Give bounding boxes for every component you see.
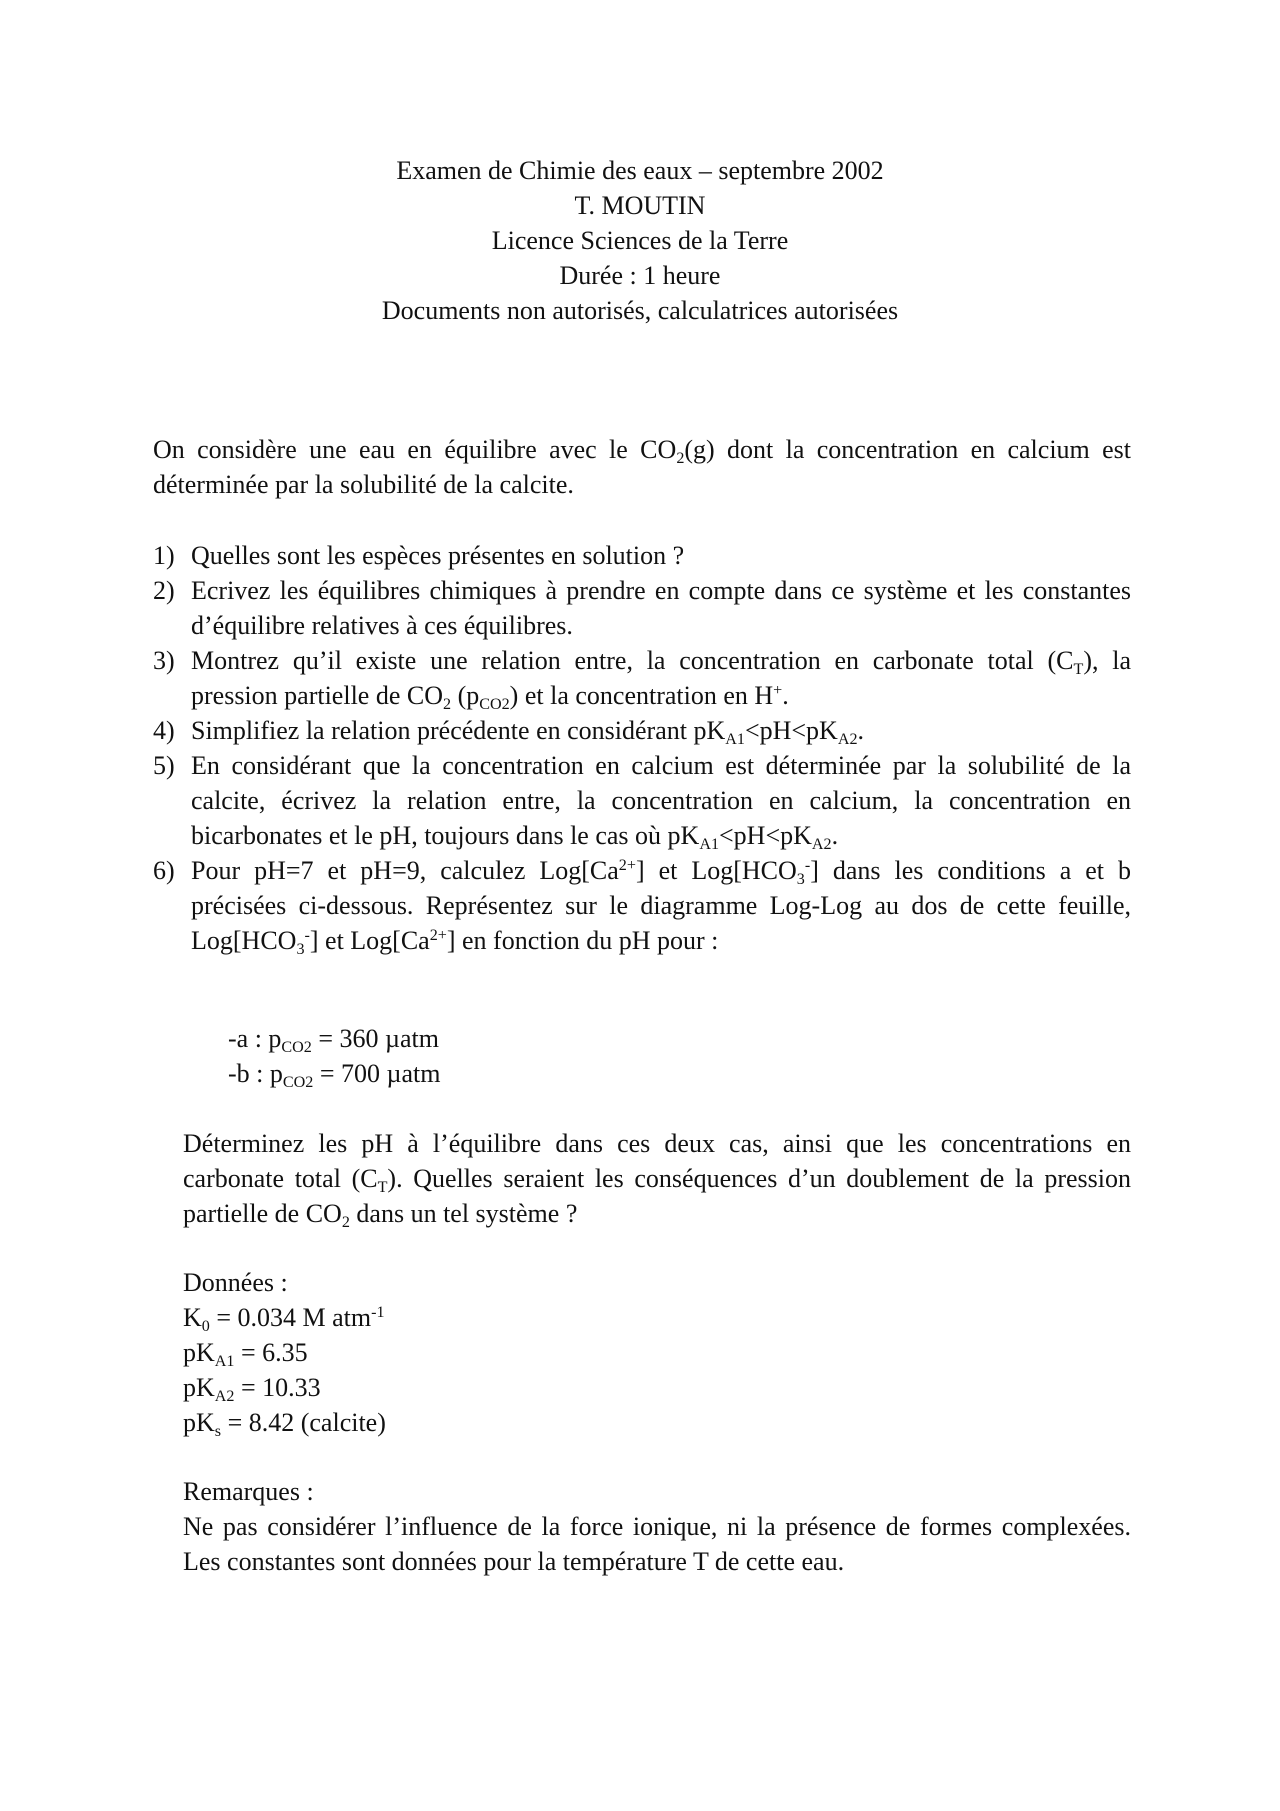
exam-duration: Durée : 1 heure [559, 261, 721, 290]
question-3 [153, 643, 1131, 713]
constant-pks: $pK_s = 8.42$ (calcite) [183, 1408, 386, 1440]
question-text: Pour pH=7 et pH=9, calculez $Log[Ca^{2+}]$ et $Log[HCO_3^-]$ dans les conditions a et b précisées ci-dessous. Représentez sur le diagramme Log-Log au dos de cette feuille, $Log[HCO_3^-]$ et $Log[Ca^{2+}]$ en fonction du pH pour : [191, 856, 1131, 958]
remarks-title: Remarques : [183, 1477, 314, 1506]
question-1 [153, 538, 1131, 573]
conclusion-paragraph: Déterminez les pH à l’équilibre dans ces deux cas, ainsi que les concentrations en carbonate total $(C_T)$. Quelles seraient les conséquences d’un doublement de la pression partielle de $CO_2$ dans un tel système ? [183, 1129, 1131, 1231]
case-a: -a : $p_{CO2} = 360$ µatm [228, 1024, 439, 1056]
question-number: 6) [153, 856, 175, 885]
question-number: 3) [153, 646, 175, 675]
exam-program: Licence Sciences de la Terre [491, 226, 789, 255]
remarks-text: Ne pas considérer l’influence de la force ionique, ni la présence de formes complexées. Les constantes sont données pour la température T de cette eau. [183, 1512, 1131, 1576]
question-2 [153, 573, 1131, 643]
question-text: En considérant que la concentration en calcium est déterminée par la solubilité de la calcite, écrivez la relation entre, la concentration en calcium, la concentration en bicarbonates et le pH, toujours dans le cas où $pK_{A1}<pH<pK_{A2}$. [191, 751, 1131, 853]
exam-author: T. MOUTIN [574, 191, 706, 220]
question-6 [153, 853, 1131, 958]
case-list [228, 1021, 440, 1091]
remarks-section [183, 1474, 1131, 1579]
data-section [183, 1265, 386, 1440]
data-title: Données : [183, 1268, 288, 1297]
constant-pka2: $pK_{A2} = 10.33$ [183, 1373, 321, 1405]
question-5 [153, 748, 1131, 853]
question-number: 4) [153, 716, 175, 745]
question-4 [153, 713, 1131, 748]
question-list [153, 538, 1131, 958]
question-text: Simplifiez la relation précédente en considérant $pK_{A1}<pH<pK_{A2}$. [191, 716, 865, 748]
intro-paragraph: On considère une eau en équilibre avec le $CO_2(g)$ dont la concentration en calcium est déterminée par la solubilité de la calcite. [153, 435, 1132, 499]
constant-pka1: $pK_{A1} = 6.35$ [183, 1338, 308, 1370]
question-number: 2) [153, 576, 175, 605]
exam-header [0, 153, 1280, 328]
question-text: Ecrivez les équilibres chimiques à prendre en compte dans ce système et les constantes d’équilibre relatives à ces équilibres. [191, 576, 1131, 640]
constant-k0: $K_0 = 0.034$ M atm$^{-1}$ [183, 1303, 385, 1335]
question-number: 1) [153, 541, 175, 570]
question-text: Quelles sont les espèces présentes en solution ? [191, 541, 685, 570]
question-number: 5) [153, 751, 175, 780]
exam-rules: Documents non autorisés, calculatrices autorisées [381, 296, 899, 325]
exam-title: Examen de Chimie des eaux – septembre 2002 [396, 156, 884, 185]
case-b: -b : $p_{CO2} = 700$ µatm [228, 1059, 441, 1091]
question-text: Montrez qu’il existe une relation entre, la concentration en carbonate total $(C_T)$, la pression partielle de $CO_2$ $(p_{CO2})$ et la concentration en H+. [191, 646, 1131, 713]
